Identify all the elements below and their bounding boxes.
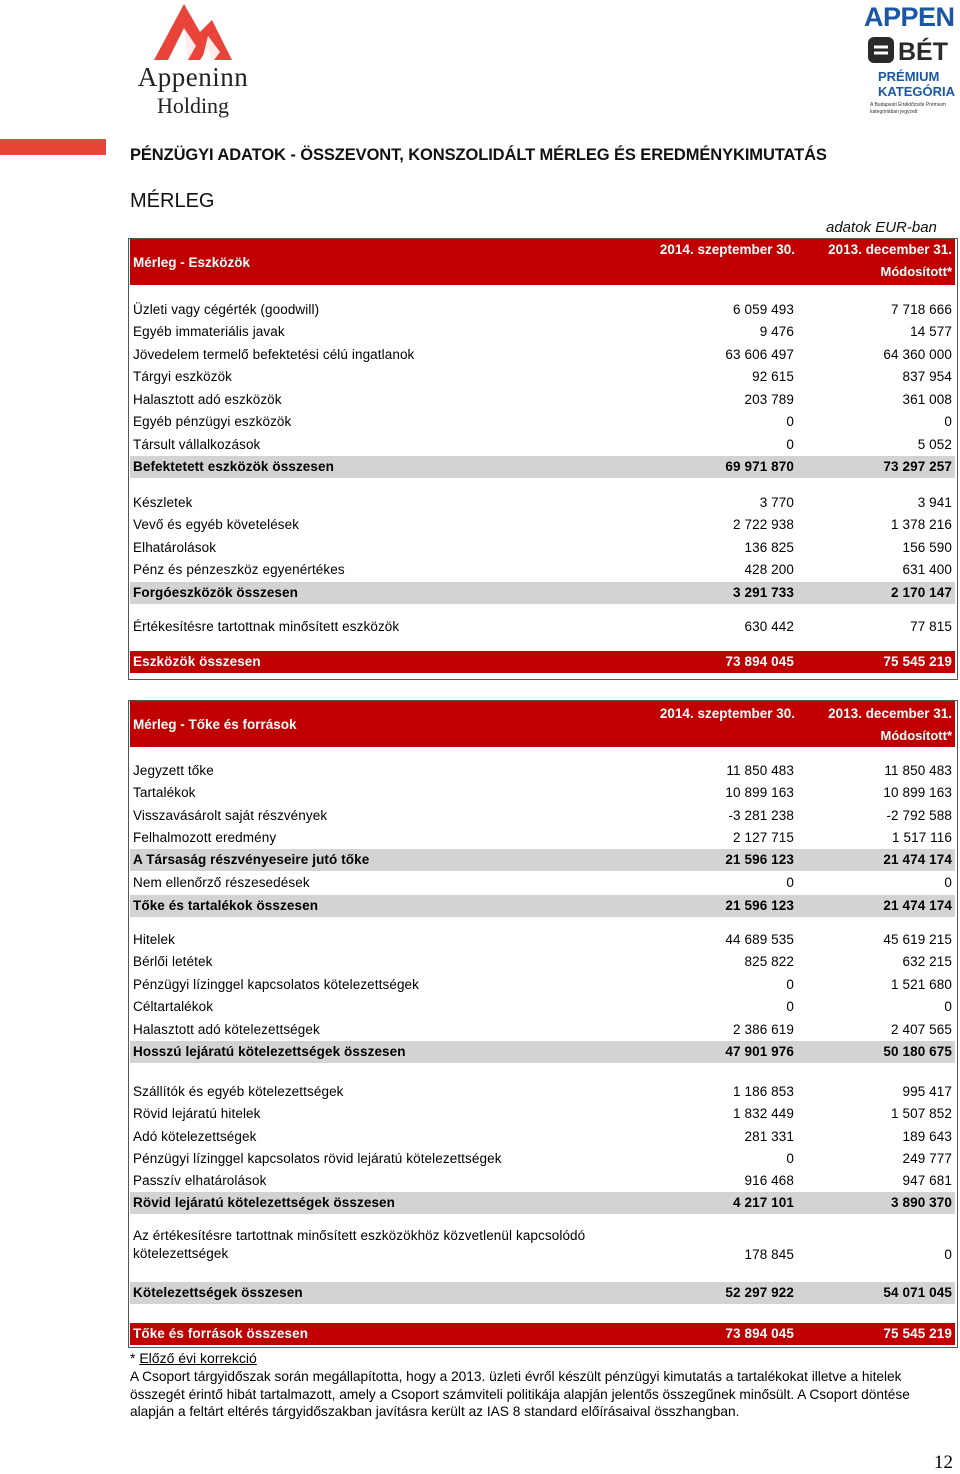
- row-value-2014: 1 186 853: [733, 1084, 794, 1099]
- row-label: Rövid lejáratú hitelek: [133, 1106, 261, 1121]
- row-value-2013: 947 681: [902, 1173, 952, 1188]
- row-label: Bérlői letétek: [133, 954, 213, 969]
- row-value-2014: 63 606 497: [725, 347, 794, 362]
- mountain-logo-icon: [128, 2, 258, 62]
- col1-header: 2014. szeptember 30.: [659, 706, 795, 721]
- row-value-2014: 2 386 619: [733, 1022, 794, 1037]
- table-row: [130, 760, 955, 782]
- row-value-2013: 10 899 163: [883, 785, 952, 800]
- table-row: [130, 434, 955, 456]
- row-label: Tárgyi eszközök: [133, 369, 233, 384]
- row-value-2013: 64 360 000: [883, 347, 952, 362]
- row-value-2013: 249 777: [902, 1151, 952, 1166]
- row-label: Értékesítésre tartottnak minősített eszközök: [133, 619, 400, 634]
- table-row: [130, 299, 955, 321]
- row-label: Befektetett eszközök összesen: [133, 459, 334, 474]
- subtotal-row: [130, 582, 955, 604]
- row-label: Hosszú lejáratú kötelezettségek összesen: [133, 1044, 406, 1059]
- page-number: 12: [934, 1452, 953, 1473]
- row-value-2013: 3 941: [917, 495, 952, 510]
- table-row: [130, 782, 955, 804]
- footnote-body: A Csoport tárgyidőszak során megállapította, hogy a 2013. üzleti évről készült pénzügyi kimutatás a tartalékokat illetve a hitelek összegét érintő hibát tartalmazott, amely a Csoport számviteli politikája alapján jelentős összegűnek minősült. A Csoport döntése alapján a feltárt eltérés tárgyidőszakban javításra került az IAS 8 standard előírásaival összhangban.: [130, 1369, 910, 1419]
- row-label: Rövid lejáratú kötelezettségek összesen: [133, 1195, 396, 1210]
- table-row: [130, 537, 955, 559]
- row-value-2014: 0: [786, 1151, 794, 1166]
- table-row: [130, 344, 955, 366]
- logo-premium-word: PRÉMIUM: [878, 69, 940, 84]
- red-accent-bar: [0, 139, 106, 155]
- row-label: Forgóeszközök összesen: [133, 585, 298, 600]
- table-row: [130, 514, 955, 536]
- row-label: Tőke és források összesen: [133, 1326, 309, 1341]
- row-value-2013: 0: [944, 414, 952, 429]
- row-label: A Társaság részvényeseire jutó tőke: [133, 852, 370, 867]
- row-value-2013: -2 792 588: [886, 808, 952, 823]
- row-value-2014: 10 899 163: [725, 785, 794, 800]
- row-label: Vevő és egyéb követelések: [133, 517, 300, 532]
- row-value-2014: 6 059 493: [733, 302, 794, 317]
- row-value-2014: 2 127 715: [733, 830, 794, 845]
- col2-header: 2013. december 31.: [828, 242, 952, 257]
- row-value-2013: 7 718 666: [891, 302, 952, 317]
- table-row: [130, 872, 955, 894]
- table-row: [130, 1081, 955, 1103]
- table-row: [130, 616, 955, 638]
- row-label: Felhalmozott eredmény: [133, 830, 277, 845]
- row-value-2014: 630 442: [744, 619, 794, 634]
- row-label: Hitelek: [133, 932, 175, 947]
- row-value-2013: 837 954: [902, 369, 952, 384]
- row-value-2014: 916 468: [744, 1173, 794, 1188]
- row-label: Kötelezettségek összesen: [133, 1285, 303, 1300]
- row-label: Egyéb immateriális javak: [133, 324, 285, 339]
- page-title: PÉNZÜGYI ADATOK - ÖSSZEVONT, KONSZOLIDÁLT MÉRLEG ÉS EREDMÉNYKIMUTATÁS: [130, 146, 827, 164]
- row-value-2013: 189 643: [902, 1129, 952, 1144]
- row-value-2014: 0: [786, 437, 794, 452]
- row-label: Pénzügyi lízinggel kapcsolatos kötelezettségek: [133, 977, 420, 992]
- table-row: [130, 827, 955, 849]
- logo-sub-text: Holding: [156, 93, 230, 118]
- row-value-2013: 14 577: [910, 324, 952, 339]
- row-label: Üzleti vagy cégérték (goodwill): [133, 302, 320, 317]
- row-label: Visszavásárolt saját részvények: [133, 808, 328, 823]
- row-value-2014: 1 832 449: [733, 1106, 794, 1121]
- row-label: Tőke és tartalékok összesen: [133, 898, 319, 913]
- row-label: Pénz és pénzeszköz egyenértékes: [133, 562, 345, 577]
- logo-kategoria-word: KATEGÓRIA: [878, 84, 956, 99]
- row-value-2013: 1 521 680: [891, 977, 952, 992]
- row-label: Szállítók és egyéb kötelezettségek: [133, 1084, 344, 1099]
- row-value-2013: 0: [944, 875, 952, 890]
- table-row: [130, 1126, 955, 1148]
- row-value-2013: 632 215: [902, 954, 952, 969]
- total-row: [130, 1323, 955, 1345]
- section-title: MÉRLEG: [130, 190, 215, 212]
- row-label: Céltartalékok: [133, 999, 214, 1014]
- row-value-2014: 178 845: [744, 1247, 794, 1262]
- footnote-star: *: [130, 1350, 136, 1366]
- row-value-2014: 0: [786, 875, 794, 890]
- subtotal-row: [130, 1282, 955, 1304]
- row-value-2014: 0: [786, 999, 794, 1014]
- row-value-2013: 77 815: [910, 619, 952, 634]
- footnote-title: [130, 1350, 257, 1366]
- row-label: Adó kötelezettségek: [133, 1129, 257, 1144]
- row-value-2014: 3 770: [759, 495, 794, 510]
- row-label: Elhatárolások: [133, 540, 217, 555]
- row-value-2013: 2 407 565: [891, 1022, 952, 1037]
- total-row: [130, 651, 955, 673]
- table-row: [130, 929, 955, 951]
- col2-note: Módosított*: [880, 264, 952, 279]
- row-label: Eszközök összesen: [133, 654, 261, 669]
- table-row: [130, 996, 955, 1018]
- row-value-2014: 281 331: [744, 1129, 794, 1144]
- row-label: Jövedelem termelő befektetési célú ingatlanok: [133, 347, 415, 362]
- table-row: [130, 1227, 955, 1267]
- subtotal-row: [130, 1041, 955, 1063]
- liabilities-header-label: Mérleg - Tőke és források: [133, 717, 297, 732]
- row-value-2013: 3 890 370: [891, 1195, 952, 1210]
- row-label: Készletek: [133, 495, 193, 510]
- logo-tiny-text: A Budapesti Értéktőzsde Prémium kategóriában jegyzett: [870, 102, 946, 115]
- row-value-2013: 45 619 215: [883, 932, 952, 947]
- table-row: [130, 1019, 955, 1041]
- table-row: [130, 1170, 955, 1192]
- row-value-2013: 73 297 257: [883, 459, 952, 474]
- row-value-2014: 3 291 733: [733, 585, 794, 600]
- table-row: [130, 974, 955, 996]
- row-value-2014: 44 689 535: [725, 932, 794, 947]
- row-value-2013: 11 850 483: [884, 763, 952, 778]
- row-label: Egyéb pénzügyi eszközök: [133, 414, 292, 429]
- row-value-2013: 75 545 219: [883, 1326, 952, 1341]
- assets-header-label: Mérleg - Eszközök: [133, 255, 251, 270]
- row-label: Halasztott adó eszközök: [133, 392, 282, 407]
- row-value-2014: 69 971 870: [725, 459, 794, 474]
- row-value-2013: 21 474 174: [883, 898, 952, 913]
- row-label: Társult vállalkozások: [133, 437, 261, 452]
- table-row: [130, 951, 955, 973]
- row-value-2013: 75 545 219: [883, 654, 952, 669]
- table-row: [130, 321, 955, 343]
- liabilities-header-row: [130, 701, 955, 747]
- row-value-2014: 0: [786, 414, 794, 429]
- row-label: Jegyzett tőke: [133, 763, 214, 778]
- row-value-2014: 21 596 123: [725, 898, 794, 913]
- table-row: [130, 1148, 955, 1170]
- row-value-2013: 0: [944, 1247, 952, 1262]
- row-value-2014: 0: [786, 977, 794, 992]
- row-value-2014: 11 850 483: [726, 763, 794, 778]
- row-value-2014: 4 217 101: [733, 1195, 794, 1210]
- row-value-2013: 54 071 045: [883, 1285, 952, 1300]
- row-label: Passzív elhatárolások: [133, 1173, 267, 1188]
- row-value-2013: 21 474 174: [883, 852, 952, 867]
- table-row: [130, 366, 955, 388]
- row-value-2013: 361 008: [902, 392, 952, 407]
- table-row: [130, 559, 955, 581]
- row-value-2014: 825 822: [744, 954, 794, 969]
- row-value-2014: 47 901 976: [725, 1044, 794, 1059]
- row-label: Nem ellenőrző részesedések: [133, 875, 310, 890]
- subtotal-row: [130, 895, 955, 917]
- row-value-2013: 631 400: [902, 562, 952, 577]
- row-value-2014: 73 894 045: [725, 1326, 794, 1341]
- col2-note: Módosított*: [880, 728, 952, 743]
- subtotal-row: [130, 1192, 955, 1214]
- row-value-2013: 156 590: [902, 540, 952, 555]
- row-value-2013: 5 052: [917, 437, 952, 452]
- table-row: [130, 389, 955, 411]
- col2-header: 2013. december 31.: [828, 706, 952, 721]
- row-value-2014: -3 281 238: [728, 808, 794, 823]
- appen-bet-premium-logo: [864, 2, 956, 120]
- table-row: [130, 492, 955, 514]
- row-value-2013: 1 507 852: [891, 1106, 952, 1121]
- row-value-2014: 9 476: [759, 324, 794, 339]
- row-value-2013: 0: [944, 999, 952, 1014]
- row-value-2014: 21 596 123: [725, 852, 794, 867]
- table-row: [130, 1103, 955, 1125]
- row-value-2014: 2 722 938: [733, 517, 794, 532]
- row-label: Halasztott adó kötelezettségek: [133, 1022, 320, 1037]
- row-label: Pénzügyi lízinggel kapcsolatos rövid lejáratú kötelezettségek: [133, 1151, 502, 1166]
- logo-appen-text: APPEN: [864, 2, 955, 32]
- logo-brand-text: Appeninn: [137, 62, 249, 92]
- assets-header-row: [130, 239, 955, 285]
- row-value-2013: 2 170 147: [891, 585, 952, 600]
- row-value-2014: 203 789: [744, 392, 794, 407]
- logo-premium-text: [878, 69, 955, 99]
- row-value-2013: 50 180 675: [883, 1044, 952, 1059]
- unit-note: adatok EUR-ban: [826, 219, 937, 236]
- row-value-2014: 136 825: [744, 540, 794, 555]
- row-value-2013: 1 517 116: [892, 830, 952, 845]
- row-value-2014: 52 297 922: [725, 1285, 794, 1300]
- row-label: Tartalékok: [133, 785, 196, 800]
- row-value-2014: 428 200: [744, 562, 794, 577]
- row-value-2013: 995 417: [902, 1084, 952, 1099]
- logo-bet-text: BÉT: [898, 38, 948, 66]
- subtotal-row: [130, 849, 955, 871]
- row-value-2014: 73 894 045: [725, 654, 794, 669]
- footnote-title-text: Előző évi korrekció: [139, 1350, 257, 1366]
- row-label: Az értékesítésre tartottnak minősített eszközökhöz közvetlenül kapcsolódó kötelezettségek: [133, 1228, 586, 1261]
- table-row: [130, 805, 955, 827]
- row-value-2013: 1 378 216: [891, 517, 952, 532]
- table-row: [130, 411, 955, 433]
- col1-header: 2014. szeptember 30.: [659, 242, 795, 257]
- subtotal-row: [130, 456, 955, 478]
- appeninn-holding-logo: [128, 2, 258, 118]
- row-value-2014: 92 615: [752, 369, 794, 384]
